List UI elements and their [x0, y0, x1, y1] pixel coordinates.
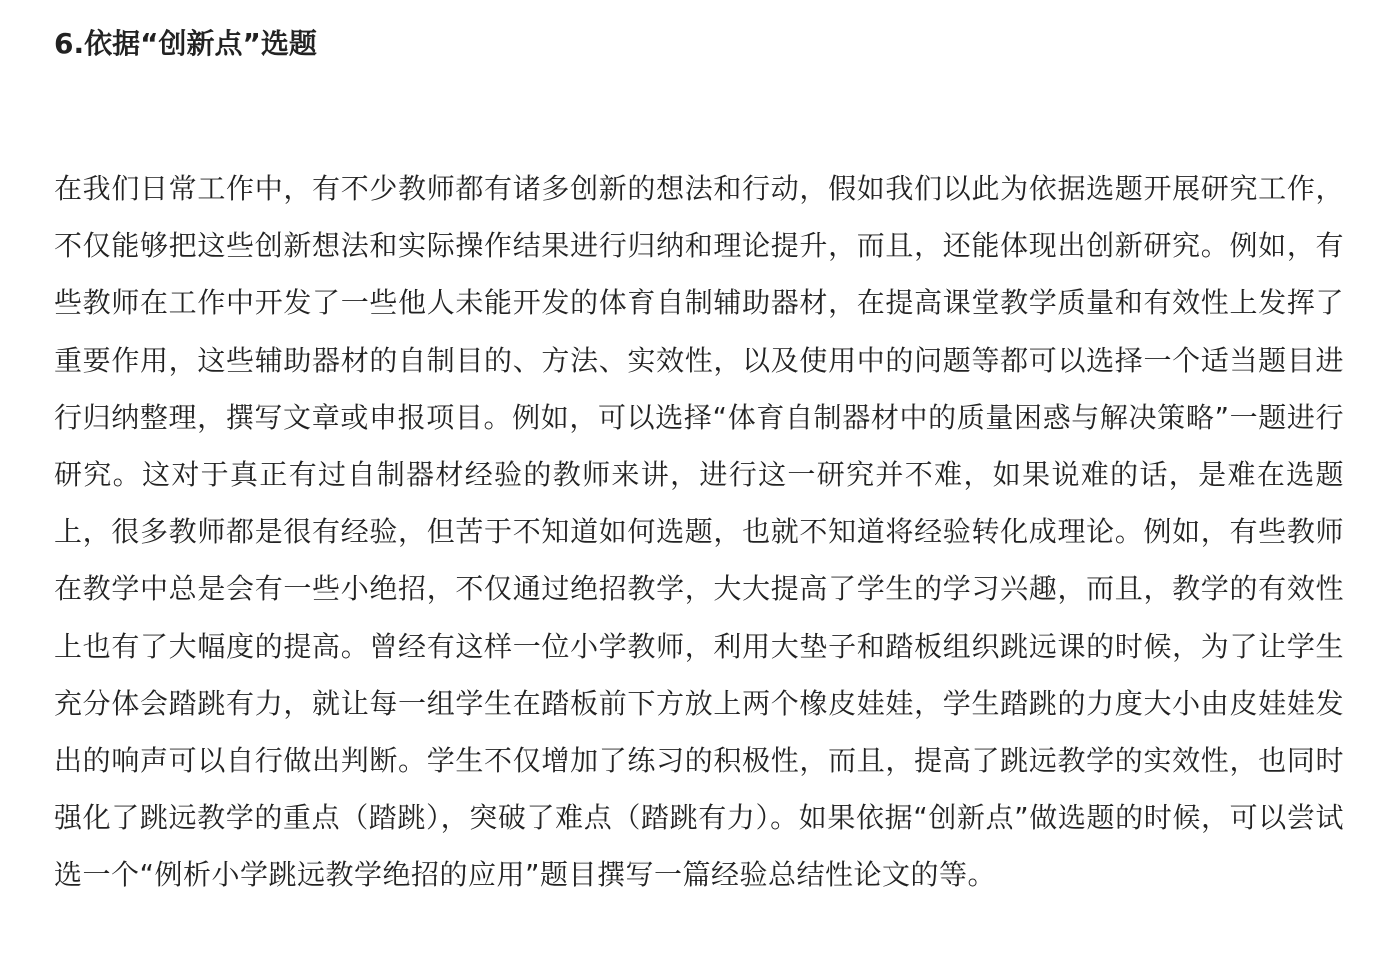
section-heading: 6.依据“创新点”选题: [54, 27, 317, 60]
body-paragraph: 在我们日常工作中，有不少教师都有诸多创新的想法和行动，假如我们以此为依据选题开展研究工作，不仅能够把这些创新想法和实际操作结果进行归纳和理论提升，而且，还能体现出创新研究。例如，有些教师在工作中开发了一些他人未能开发的体育自制辅助器材，在提高课堂教学质量和有效性上发挥了重要作用，这些辅助器材的自制目的、方法、实效性，以及使用中的问题等都可以选择一个适当题目进行归纳整理，撰写文章或申报项目。例如，可以选择“体育自制器材中的质量困惑与解决策略”一题进行研究。这对于真正有过自制器材经验的教师来讲，进行这一研究并不难，如果说难的话，是难在选题上，很多教师都是很有经验，但苦于不知道如何选题，也就不知道将经验转化成理论。例如，有些教师在教学中总是会有一些小绝招，不仅通过绝招教学，大大提高了学生的学习兴趣，而且，教学的有效性上也有了大幅度的提高。曾经有这样一位小学教师，利用大垫子和踏板组织跳远课的时候，为了让学生充分体会踏跳有力，就让每一组学生在踏板前下方放上两个橡皮娃娃，学生踏跳的力度大小由皮娃娃发出的响声可以自行做出判断。学生不仅增加了练习的积极性，而且，提高了跳远教学的实效性，也同时强化了跳远教学的重点（踏跳），突破了难点（踏跳有力）。如果依据“创新点”做选题的时候，可以尝试选一个“例析小学跳远教学绝招的应用”题目撰写一篇经验总结性论文的等。: [54, 172, 1344, 892]
